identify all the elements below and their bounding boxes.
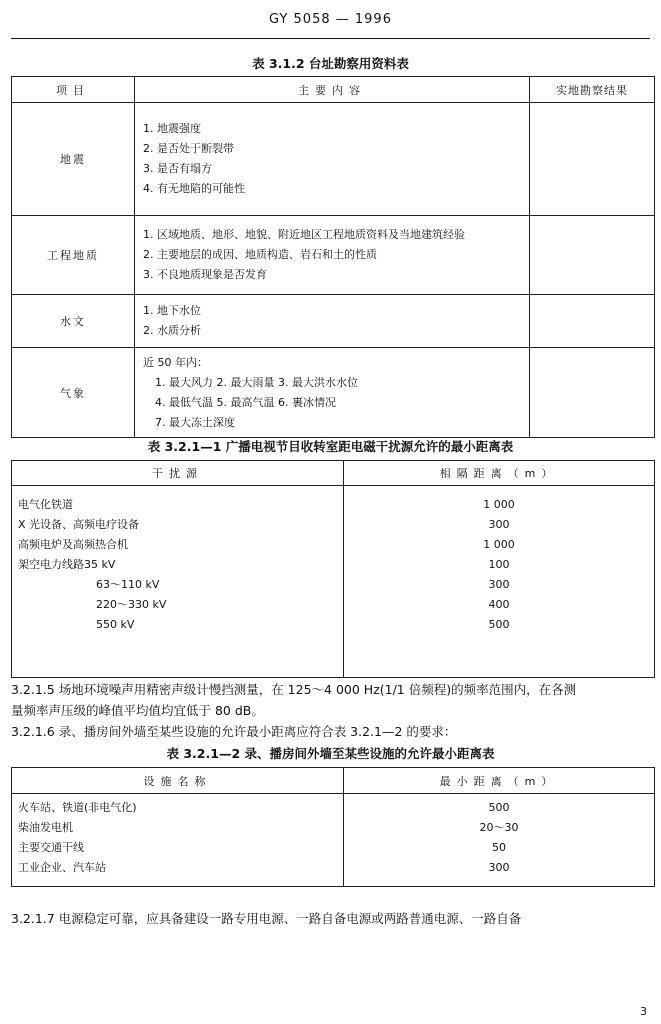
col-header-facility: 设施名称 <box>12 768 344 794</box>
list-item: 1. 区域地质、地形、地貌、附近地区工程地质资料及当地建筑经验 <box>143 228 465 241</box>
list-item: 300 <box>488 518 510 531</box>
result-cell <box>530 216 655 295</box>
list-item: 柴油发电机 <box>18 821 73 834</box>
list-item: 3. 不良地质现象是否发育 <box>143 268 267 281</box>
row-name: 地震 <box>12 103 135 216</box>
col-header-distance: 相隔距离（m） <box>344 461 655 486</box>
paragraph-line: 3.2.1.5 场地环境噪声用精密声级计慢挡测量，在 125～4 000 Hz(1/1 倍频程)的频率范围内，在各测 <box>11 682 577 697</box>
list-item: 300 <box>488 861 510 874</box>
list-item: X 光设备、高频电疗设备 <box>18 518 140 531</box>
list-item: 高频电炉及高频热合机 <box>18 538 128 551</box>
paragraph-line: 量频率声压级的峰值平均值均宜低于 80 dB。 <box>11 703 264 718</box>
list-item: 1 000 <box>483 538 515 551</box>
row-name: 水文 <box>12 295 135 348</box>
list-item: 1. 最大风力 2. 最大雨量 3. 最大洪水水位 <box>155 375 358 389</box>
list-item: 20～30 <box>479 821 519 834</box>
table-row <box>12 348 655 438</box>
header-rule <box>11 38 650 39</box>
list-item: 550 kV <box>96 618 135 631</box>
list-item: 100 <box>488 558 510 571</box>
list-item: 3. 是否有塌方 <box>143 162 212 175</box>
list-item: 工业企业、汽车站 <box>18 861 106 874</box>
table-row <box>12 103 655 216</box>
row-name: 气象 <box>12 348 135 438</box>
facility-distance-table <box>11 767 655 887</box>
list-item: 2. 是否处于断裂带 <box>143 142 234 155</box>
list-item: 电气化铁道 <box>18 498 73 511</box>
table-row <box>12 794 655 887</box>
col-header-distance: 最小距离（m） <box>344 768 655 794</box>
list-item: 1 000 <box>483 498 515 511</box>
table1-caption: 表 3.1.2 台址勘察用资料表 <box>252 56 409 71</box>
list-item: 4. 有无地陷的可能性 <box>143 182 245 195</box>
list-item: 63～110 kV <box>96 578 160 591</box>
row-items <box>135 348 530 438</box>
site-survey-table <box>11 76 655 438</box>
list-item: 500 <box>488 618 510 631</box>
table-row <box>12 216 655 295</box>
list-item: 50 <box>492 841 506 854</box>
result-cell <box>530 348 655 438</box>
table-header-row <box>12 768 655 794</box>
page-header: GY 5058 — 1996 <box>269 12 392 27</box>
list-item: 2. 主要地层的成因、地质构造、岩石和土的性质 <box>143 248 377 261</box>
row-items <box>135 216 530 295</box>
table2-caption: 表 3.2.1—1 广播电视节目收转室距电磁干扰源允许的最小距离表 <box>147 439 514 454</box>
col-header-item: 项目 <box>12 77 135 103</box>
list-item: 300 <box>488 578 510 591</box>
list-item: 4. 最低气温 5. 最高气温 6. 裹冰情况 <box>155 395 336 409</box>
list-item: 火车站、铁道(非电气化) <box>18 801 137 814</box>
row-items <box>135 295 530 348</box>
table-header-row <box>12 77 655 103</box>
list-item: 1. 地下水位 <box>143 304 201 317</box>
list-item: 220～330 kV <box>96 598 167 611</box>
interference-distance-table <box>11 460 655 678</box>
distance-column <box>344 794 655 887</box>
list-item: 400 <box>488 598 510 611</box>
table-row <box>12 295 655 348</box>
distance-column <box>344 486 655 678</box>
list-item: 主要交通干线 <box>18 841 84 854</box>
table-header-row <box>12 461 655 486</box>
row-name: 工程地质 <box>12 216 135 295</box>
list-item: 500 <box>488 801 510 814</box>
list-item: 1. 地震强度 <box>143 122 201 135</box>
table-row <box>12 486 655 678</box>
col-header-source: 干扰源 <box>12 461 344 486</box>
list-item: 7. 最大冻土深度 <box>155 415 235 429</box>
col-header-result: 实地勘察结果 <box>530 77 655 103</box>
source-column <box>12 486 344 678</box>
page-number: 3 <box>640 1005 647 1018</box>
clause-3-2-1-6: 3.2.1.6 录、播房间外墙至某些设施的允许最小距离应符合表 3.2.1—2 的要求： <box>11 724 457 739</box>
list-item: 2. 水质分析 <box>143 324 201 337</box>
result-cell <box>530 295 655 348</box>
result-cell <box>530 103 655 216</box>
col-header-content: 主要内容 <box>135 77 530 103</box>
table3-caption: 表 3.2.1—2 录、播房间外墙至某些设施的允许最小距离表 <box>166 746 495 761</box>
clause-3-2-1-5 <box>11 679 655 721</box>
facility-column <box>12 794 344 887</box>
row-items <box>135 103 530 216</box>
list-item: 架空电力线路35 kV <box>18 558 116 571</box>
clause-3-2-1-7: 3.2.1.7 电源稳定可靠，应具备建设一路专用电源、一路自备电源或两路普通电源、一路自备 <box>11 911 522 926</box>
list-item: 近 50 年内： <box>143 355 208 369</box>
